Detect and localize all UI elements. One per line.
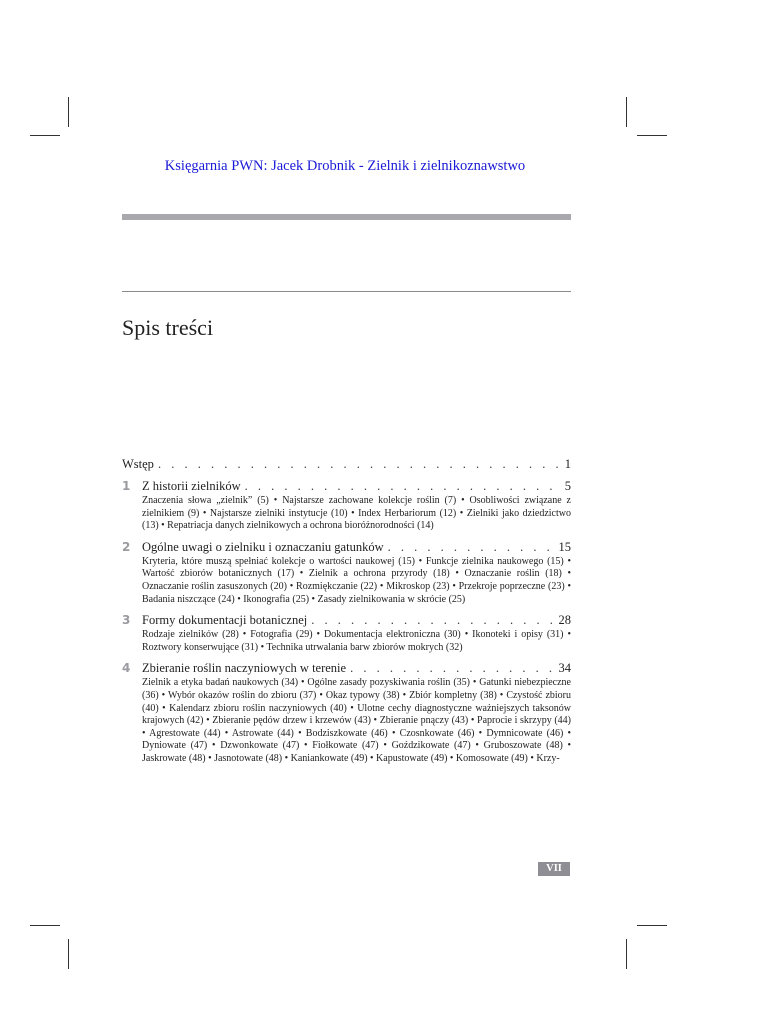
toc-entry-chapter-4 [122, 660, 571, 677]
toc-entry-title: Z historii zielników [142, 479, 241, 493]
toc-entry-intro [122, 456, 571, 473]
crop-mark [68, 939, 69, 969]
toc-entry-title: Zbieranie roślin naczyniowych w terenie [142, 661, 347, 676]
header-link[interactable]: Księgarnia PWN: Jacek Drobnik - Zielnik i zielnikoznawstwo [164, 158, 526, 174]
table-of-contents [122, 456, 571, 766]
toc-entry-description: Zielnik a etyka badań naukowych (34) • Ogólne zasady pozyskiwania roślin (35) • Gatunki niebezpieczne (36) • Wybór okazów roślin do zbioru (37) • Okaz typowy (38) • Zbiór kompletny (38) • Czystość zbioru (40) • Kalendarz zbioru roślin naczyniowych (40) • Ulotne cechy diagnostyczne ważniejszych taksonów krajowych (42) • Zbieranie pędów drzew i krzewów (43) • Zbieranie pnączy (43) • Paprocie i skrzypy (44) • Agrestowate (44) • Astrowate (44) • Bodziszkowate (46) • Czosnkowate (46) • Dymnicowate (46) • Dyniowate (47) • Dzwonkowate (47) • Fiołkowate (47) • Goździkowate (47) • Gruboszowate (48) • Jaskrowate (48) • Jasnotowate (48) • Kaniankowate (49) • Kapustowate (49) • Komosowate (49) • Krzy- [142, 677, 571, 764]
crop-mark [637, 135, 667, 136]
toc-leader-dots [241, 478, 561, 495]
toc-entry-chapter-1 [122, 478, 571, 495]
toc-entry-description: Rodzaje zielników (28) • Fotografia (29) • Dokumentacja elektroniczna (30) • Ikonoteki i opisy (31) • Roztwory konserwujące (31) • Technika utrwalania barw zbiorów mokrych (32) [142, 629, 571, 653]
toc-entry-page: 15 [558, 539, 571, 554]
toc-entry-chapter-2 [122, 539, 571, 556]
toc-entry-chapter-3 [122, 612, 571, 629]
toc-entry-page: 1 [564, 457, 571, 471]
chapter-number: 4 [122, 661, 131, 676]
toc-entry-title: Ogólne uwagi o zielniku i oznaczaniu gatunków [142, 539, 384, 554]
toc-entry-title: Wstęp [122, 457, 154, 471]
crop-mark [626, 97, 627, 127]
toc-entry-page: 5 [564, 479, 571, 493]
toc-leader-dots [346, 660, 554, 677]
page-title: Spis treści [122, 315, 214, 340]
toc-entry-page: 34 [558, 661, 571, 676]
crop-mark [637, 925, 667, 926]
toc-leader-dots [307, 612, 554, 629]
chapter-number: 1 [122, 479, 131, 493]
crop-mark [68, 97, 69, 127]
crop-mark [30, 135, 60, 136]
toc-entry-page: 28 [558, 613, 571, 628]
crop-mark [30, 925, 60, 926]
toc-leader-dots [384, 539, 555, 556]
chapter-number: 2 [122, 539, 131, 554]
divider [122, 291, 571, 292]
toc-leader-dots [154, 456, 561, 473]
toc-entry-description: Znaczenia słowa „zielnik” (5) • Najstarsze zachowane kolekcje roślin (7) • Osobliwości związane z zielnikiem (9) • Najstarsze zielniki instytucje (10) • Index Herbariorum (12) • Zielniki jako dziedzictwo (13) • Repatriacja danych zielnikowych a ochrona bioróżnorodności (14) [142, 495, 571, 532]
header-bar [122, 214, 571, 220]
page-number-badge: VII [538, 862, 570, 876]
chapter-number: 3 [122, 613, 131, 628]
crop-mark [626, 939, 627, 969]
toc-entry-description: Kryteria, które muszą spełniać kolekcje o wartości naukowej (15) • Funkcje zielnika naukowego (15) • Wartość zbiorów botanicznych (17) • Zielnik a ochrona przyrody (18) • Oznaczanie roślin (18) • Oznaczanie roślin zasuszonych (20) • Rozmiękczanie (22) • Mikroskop (23) • Przekroje poprzeczne (23) • Badania niszczące (24) • Ikonografia (25) • Zasady zielnikowania w skrócie (25) [142, 555, 571, 605]
toc-entry-title: Formy dokumentacji botanicznej [142, 613, 308, 628]
